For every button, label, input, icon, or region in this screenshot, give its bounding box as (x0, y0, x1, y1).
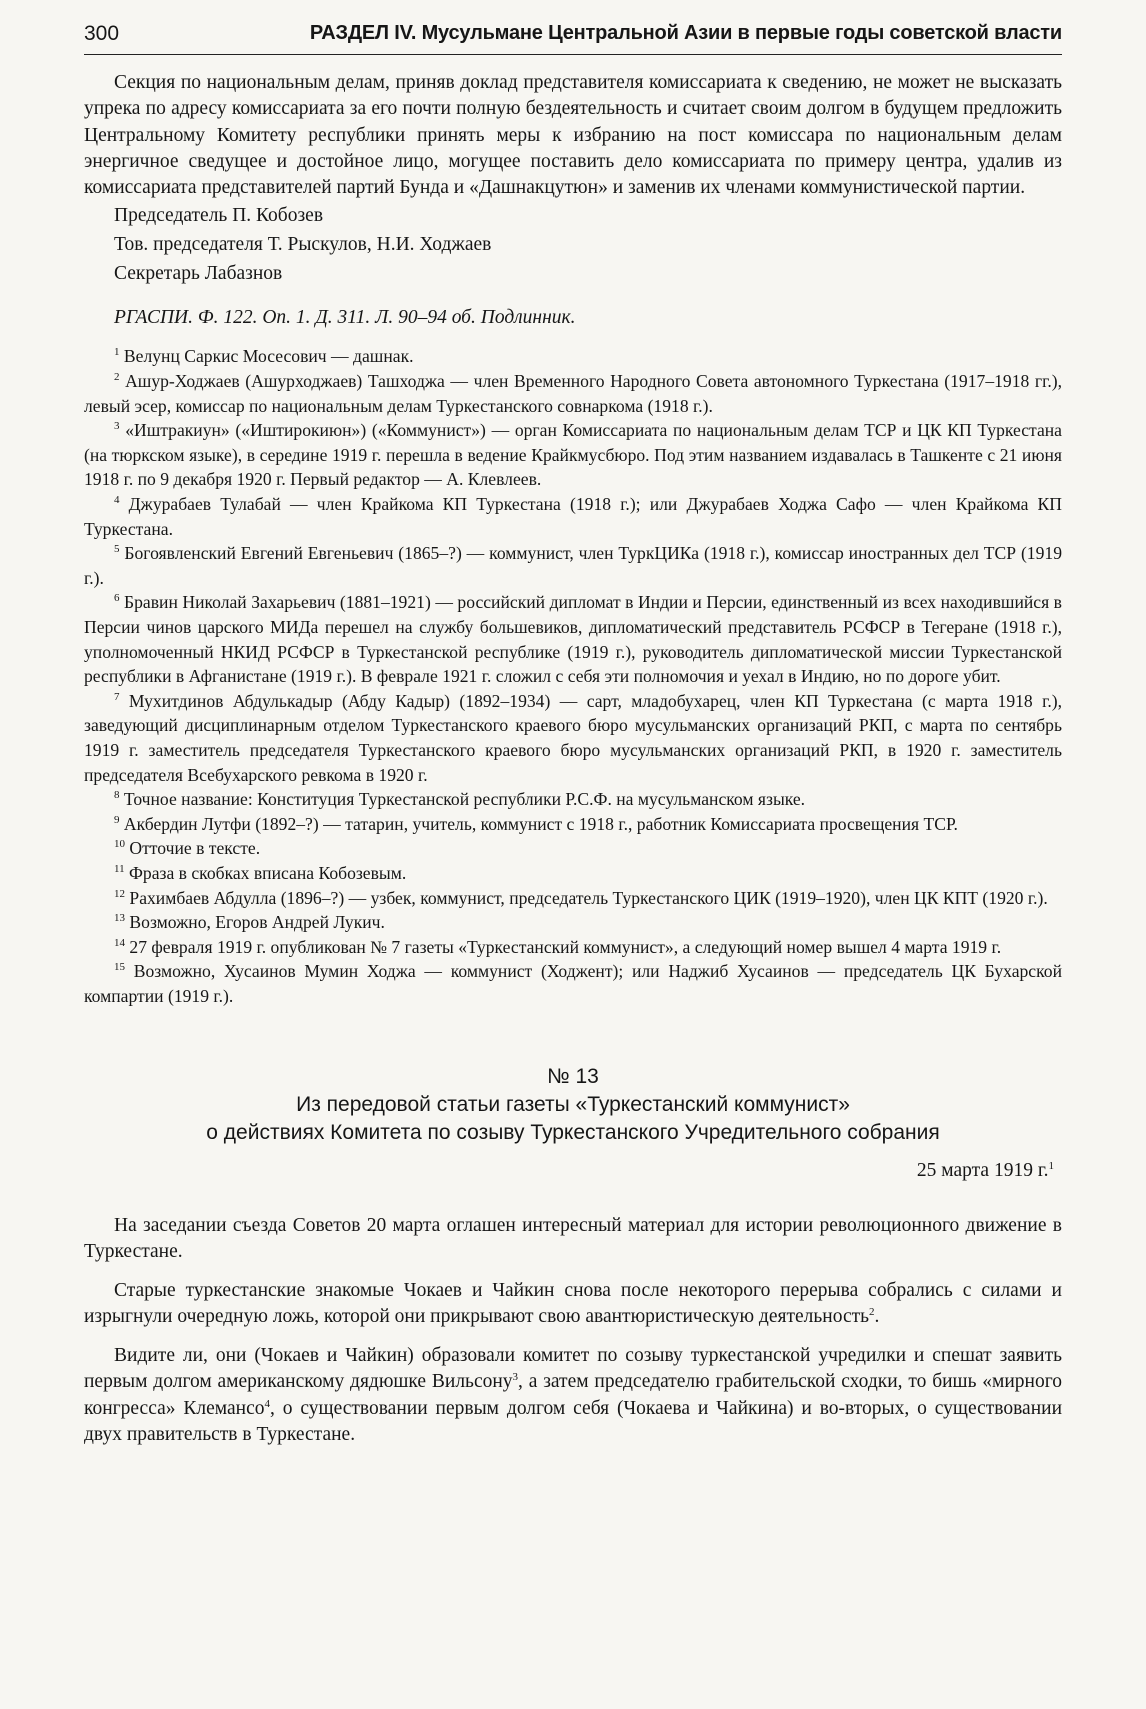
footnote: $^{12}$ Рахимбаев Абдулла (1896–?) — узбек, коммунист, председатель Туркестанского ЦИК (1919–1920), член ЦК КПТ (1920 г.). (114, 887, 1048, 908)
document-title-line1: Из передовой статьи газеты «Туркестанский коммунист» (296, 1092, 850, 1116)
page-number: 300 (84, 22, 120, 45)
running-head-title: РАЗДЕЛ IV. Мусульмане Центральной Азии в первые годы советской власти (309, 22, 1062, 44)
footnote: $^6$ Бравин Николай Захарьевич (1881–1921) — российский дипломат в Индии и Персии, единственный из всех находившийся в Персии чинов царского МИДа перешел на службу большевиков, дипломатический представитель РСФСР в Тегеране (1918 г.), уполномоченный НКИД РСФСР в Туркестанской республике (1919 г.), руководитель дипломатической миссии Туркестанской республики в Афганистане (1919 г.). В феврале 1921 г. сложил с себя эти полномочия и уехал в Индию, но по дороге убит. (84, 592, 1062, 687)
footnote: $^8$ Точное название: Конституция Туркестанской республики Р.С.Ф. на мусульманском языке. (114, 789, 806, 810)
running-header (84, 20, 1062, 55)
footnote: $^{15}$ Возможно, Хусаинов Мумин Ходжа — коммунист (Ходжент); или Наджиб Хусаинов — председатель ЦК Бухарской компартии (1919 г.). (84, 961, 1062, 1006)
document-number: № 13 (547, 1064, 599, 1088)
footnote: $^3$ «Иштракиун» («Иштирокиюн») («Коммунист») — орган Комиссариата по национальным делам ТСР и ЦК КП Туркестана (на тюркском языке), в середине 1919 г. перешла в ведение Крайкмусбюро. Под этим названием издавалась в Ташкенте с 21 июня 1918 г. по 9 декабря 1920 г. Первый редактор — А. Клевлеев. (84, 420, 1062, 490)
archive-source: РГАСПИ. Ф. 122. Оп. 1. Д. 311. Л. 90–94 об. Подлинник. (114, 307, 576, 329)
signature-chairman: Председатель П. Кобозев (114, 205, 324, 227)
footnote: $^1$ Велунц Саркис Мосесович — дашнак. (114, 346, 414, 367)
footnote: $^{10}$ Отточие в тексте. (114, 838, 261, 859)
footnote: $^5$ Богоявленский Евгений Евгеньевич (1865–?) — коммунист, член ТуркЦИКа (1918 г.), комиссар иностранных дел ТСР (1919 г.). (84, 543, 1062, 588)
signature-block (84, 201, 1062, 288)
footnotes (84, 344, 1062, 1008)
footnote: $^9$ Акбердин Лутфи (1892–?) — татарин, учитель, коммунист с 1918 г., работник Комиссариата просвещения ТСР. (114, 813, 958, 834)
signature-secretary: Секретарь Лабазнов (114, 263, 283, 285)
footnote: $^{11}$ Фраза в скобках вписана Кобозевым. (114, 862, 407, 883)
footnote: $^{13}$ Возможно, Егоров Андрей Лукич. (114, 912, 385, 933)
article-paragraph-3: Видите ли, они (Чокаев и Чайкин) образовали комитет по созыву туркестанской учредилки и спешат заявить первым долгом американскому дядюшке Вильсону$^3$, а затем председателю грабительской сходки, то бишь «мирного конгресса» Клемансо$^4$, о существовании первым долгом себя (Чокаева и Чайкина) и во-вторых, о существовании двух правительств в Туркестане. (84, 1344, 1062, 1446)
footnote: $^{14}$ 27 февраля 1919 г. опубликован № 7 газеты «Туркестанский коммунист», а следующий номер вышел 4 марта 1919 г. (114, 936, 1002, 957)
document-title-line2: о действиях Комитета по созыву Туркестанского Учредительного собрания (206, 1120, 940, 1144)
article-paragraph-2: Старые туркестанские знакомые Чокаев и Чайкин снова после некоторого перерыва собрались с силами и изрыгнули очередную ложь, которой они прикрывают свою авантюристическую деятельность$^2$. (84, 1279, 1062, 1328)
document-date: 25 марта 1919 г.$^1$ (916, 1159, 1054, 1181)
footnote: $^2$ Ашур-Ходжаев (Ашурходжаев) Ташходжа — член Временного Народного Совета автономного Туркестана (1917–1918 гг.), левый эсер, комиссар по национальным делам Туркестанского совнаркома (1918 г.). (84, 371, 1062, 416)
signature-deputy: Тов. председателя Т. Рыскулов, Н.И. Ходжаев (114, 234, 492, 256)
article-paragraph-1: На заседании съезда Советов 20 марта оглашен интересный материал для истории революционного движение в Туркестане. (84, 1214, 1062, 1263)
page-content (84, 70, 1062, 1449)
footnote: $^7$ Мухитдинов Абдулькадыр (Абду Кадыр) (1892–1934) — сарт, младобухарец, член КП Туркестана (с марта 1918 г.), заведующий дисциплинарным отделом Туркестанского краевого бюро мусульманских организаций РКП, с марта по сентябрь 1919 г. заместитель председателя Туркестанского краевого бюро мусульманских организаций РКП, в 1920 г. заместитель председателя Всебухарского ревкома в 1920 г. (84, 690, 1062, 785)
article-body (84, 1213, 1062, 1449)
intro-paragraph: Секция по национальным делам, приняв доклад представителя комиссариата к сведению, не может не высказать упрека по адресу комиссариата за его почти полную бездеятельность и считает своим долгом в будущем предложить Центральному Комитету республики принять меры к избранию на пост комиссара по национальным делам энергичное сведущее и достойное лицо, могущее поставить дело комиссариата по примеру центра, удалив из комиссариата представителей партий Бунда и «Дашнакцутюн» и заменив их членами коммунистической партии. (84, 72, 1062, 199)
footnote: $^4$ Джурабаев Тулабай — член Крайкома КП Туркестана (1918 г.); или Джурабаев Ходжа Сафо — член Крайкома КП Туркестана. (84, 494, 1062, 539)
